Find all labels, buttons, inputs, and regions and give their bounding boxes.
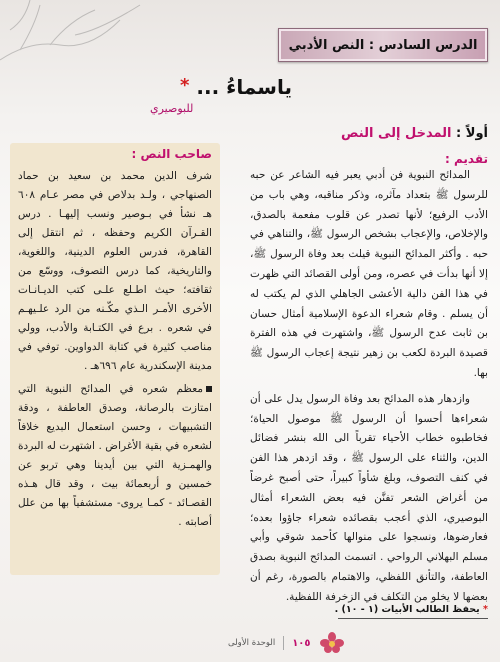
lesson-banner (278, 28, 488, 62)
page-number: ١٠٥ (292, 637, 311, 649)
lesson-banner-text: الدرس السادس : النص الأدبي (288, 37, 478, 53)
poem-title (180, 75, 292, 99)
page-footer (228, 632, 345, 654)
footnote-star: * (483, 604, 488, 615)
tree-branches-decoration (0, 0, 150, 70)
footnote-divider (338, 618, 488, 619)
intro-paragraph-2: وازدهار هذه المدائح بعد وفاة الرسول يدل على أن شعراءها أحسوا أن الرسول ﷺ موصول الحياة؛ فخاطبوه خطاب الأحياء تقرباً الى الله بنشر فضائل الدين، والثناء على الرسول ﷺ ، وقد ازدهر هذا الفن في كنف التصوف، وبلغ شأواً كبيراً، حتى أصبح غرضاً من أغراض الشعر تفنَّن فيه بعض الشعراء أمثال البوصيري، الذي أعجب بقصائده شعراء جاؤوا بعده؛ فعارضوها، ونسجوا على منوالها كأحمد شوقي وأبي مسلم البهلاني الرواحي . اتسمت المدائح النبوية بصدق العاطفة، والتأنق اللفظي، والاهتمام بالصورة، رغم أن بعضها لا يخلو من التكلف في الزخرفة اللفظية. (250, 392, 488, 603)
author-paragraph-2-wrap (18, 380, 212, 532)
intro-text (250, 166, 488, 608)
author-box-heading: صاحب النص : (131, 147, 212, 161)
poem-title-text: ياسماءُ ... (196, 75, 292, 99)
poem-title-star: * (180, 75, 190, 96)
footnote (335, 604, 488, 615)
author-box-body (18, 167, 212, 532)
footer-separator (283, 636, 284, 650)
footnote-text: يحفظ الطالب الأبيات (١ - ١٠) . (334, 604, 480, 615)
poet-name: للبوصيري (150, 102, 194, 115)
section-heading (341, 126, 488, 141)
square-bullet-icon (206, 386, 212, 392)
section-title: المدخل إلى النص (341, 126, 452, 141)
unit-label: الوحدة الأولى (228, 638, 276, 648)
author-paragraph-1: شرف الدين محمد بن سعيد بن حماد الصنهاجي ، ولـد بدلاص في مصر عـام ٦٠٨ هـ نشأ في بـوصير ونسب إليهـا . درس القـرآن الكريم وحفظه ، ثم انتقل إلى القاهرة، فدرس العلوم الدينية، واللغوية، والتاريخية، كما درس التصوف، ووسّع من ثقافته؛ حيث اطـلع علـى كتب الديـانـات الأخرى الأمـر الـذي مكّـنه من الرد علـيهـم في شعره . برع في الكتـابة والأدب، وولي مناصب كثيرة في كتابة الدواوين. توفي في مدينة الإسكندرية عام ٦٩٦هـ . (18, 170, 212, 372)
flower-icon (319, 632, 345, 654)
section-number: أولاً : (456, 126, 488, 141)
author-box (10, 143, 220, 575)
author-paragraph-2: معظم شعره في المدائح النبوية التي امتازت بالرصانة، وصدق العاطفة ، ودقة التشبيهات ، وحسن استعمال البديع خلافاً لشعره في بقية الأغراض . اشتهرت له البردة والهمـزية التي بين أيدينا وهي تربو عن خمسين و أربعمائة بيت ، وقد قال هـذه القصـائد - كمـا يروى- مستشفياً بها من علل أصابته . (18, 383, 212, 528)
intro-paragraph-1: المدائح النبوية فن أدبي يعبر فيه الشاعر عن حبه للرسول ﷺ بتعداد مآثره، وذكر مناقبه، وهي باب من الأدب الرفيع؛ لأنها تصدر عن قلوب مفعمة بالصدق، والإخلاص، والإعجاب بشخص الرسول ﷺ، والتناهي في حبه . وأكثر المدائح النبوية قيلت بعد وفاة الرسول ﷺ، إلا أنها بدأت في عصره، ومن أولى القصائد التي ظهرت في هذا الفن دالية الأعشى الجاهلي الذي لم يكتب له أن يسلم . وقام شعراء الدعوة الإسلامية أمثال حسان بن ثابت عدح الرسول ﷺ، واشتهرت في هذه الفترة قصيدة البردة لكعب بن زهير نتيجة إعجاب الرسول ﷺ بها. (250, 169, 488, 379)
intro-heading: تقديم : (445, 152, 488, 166)
